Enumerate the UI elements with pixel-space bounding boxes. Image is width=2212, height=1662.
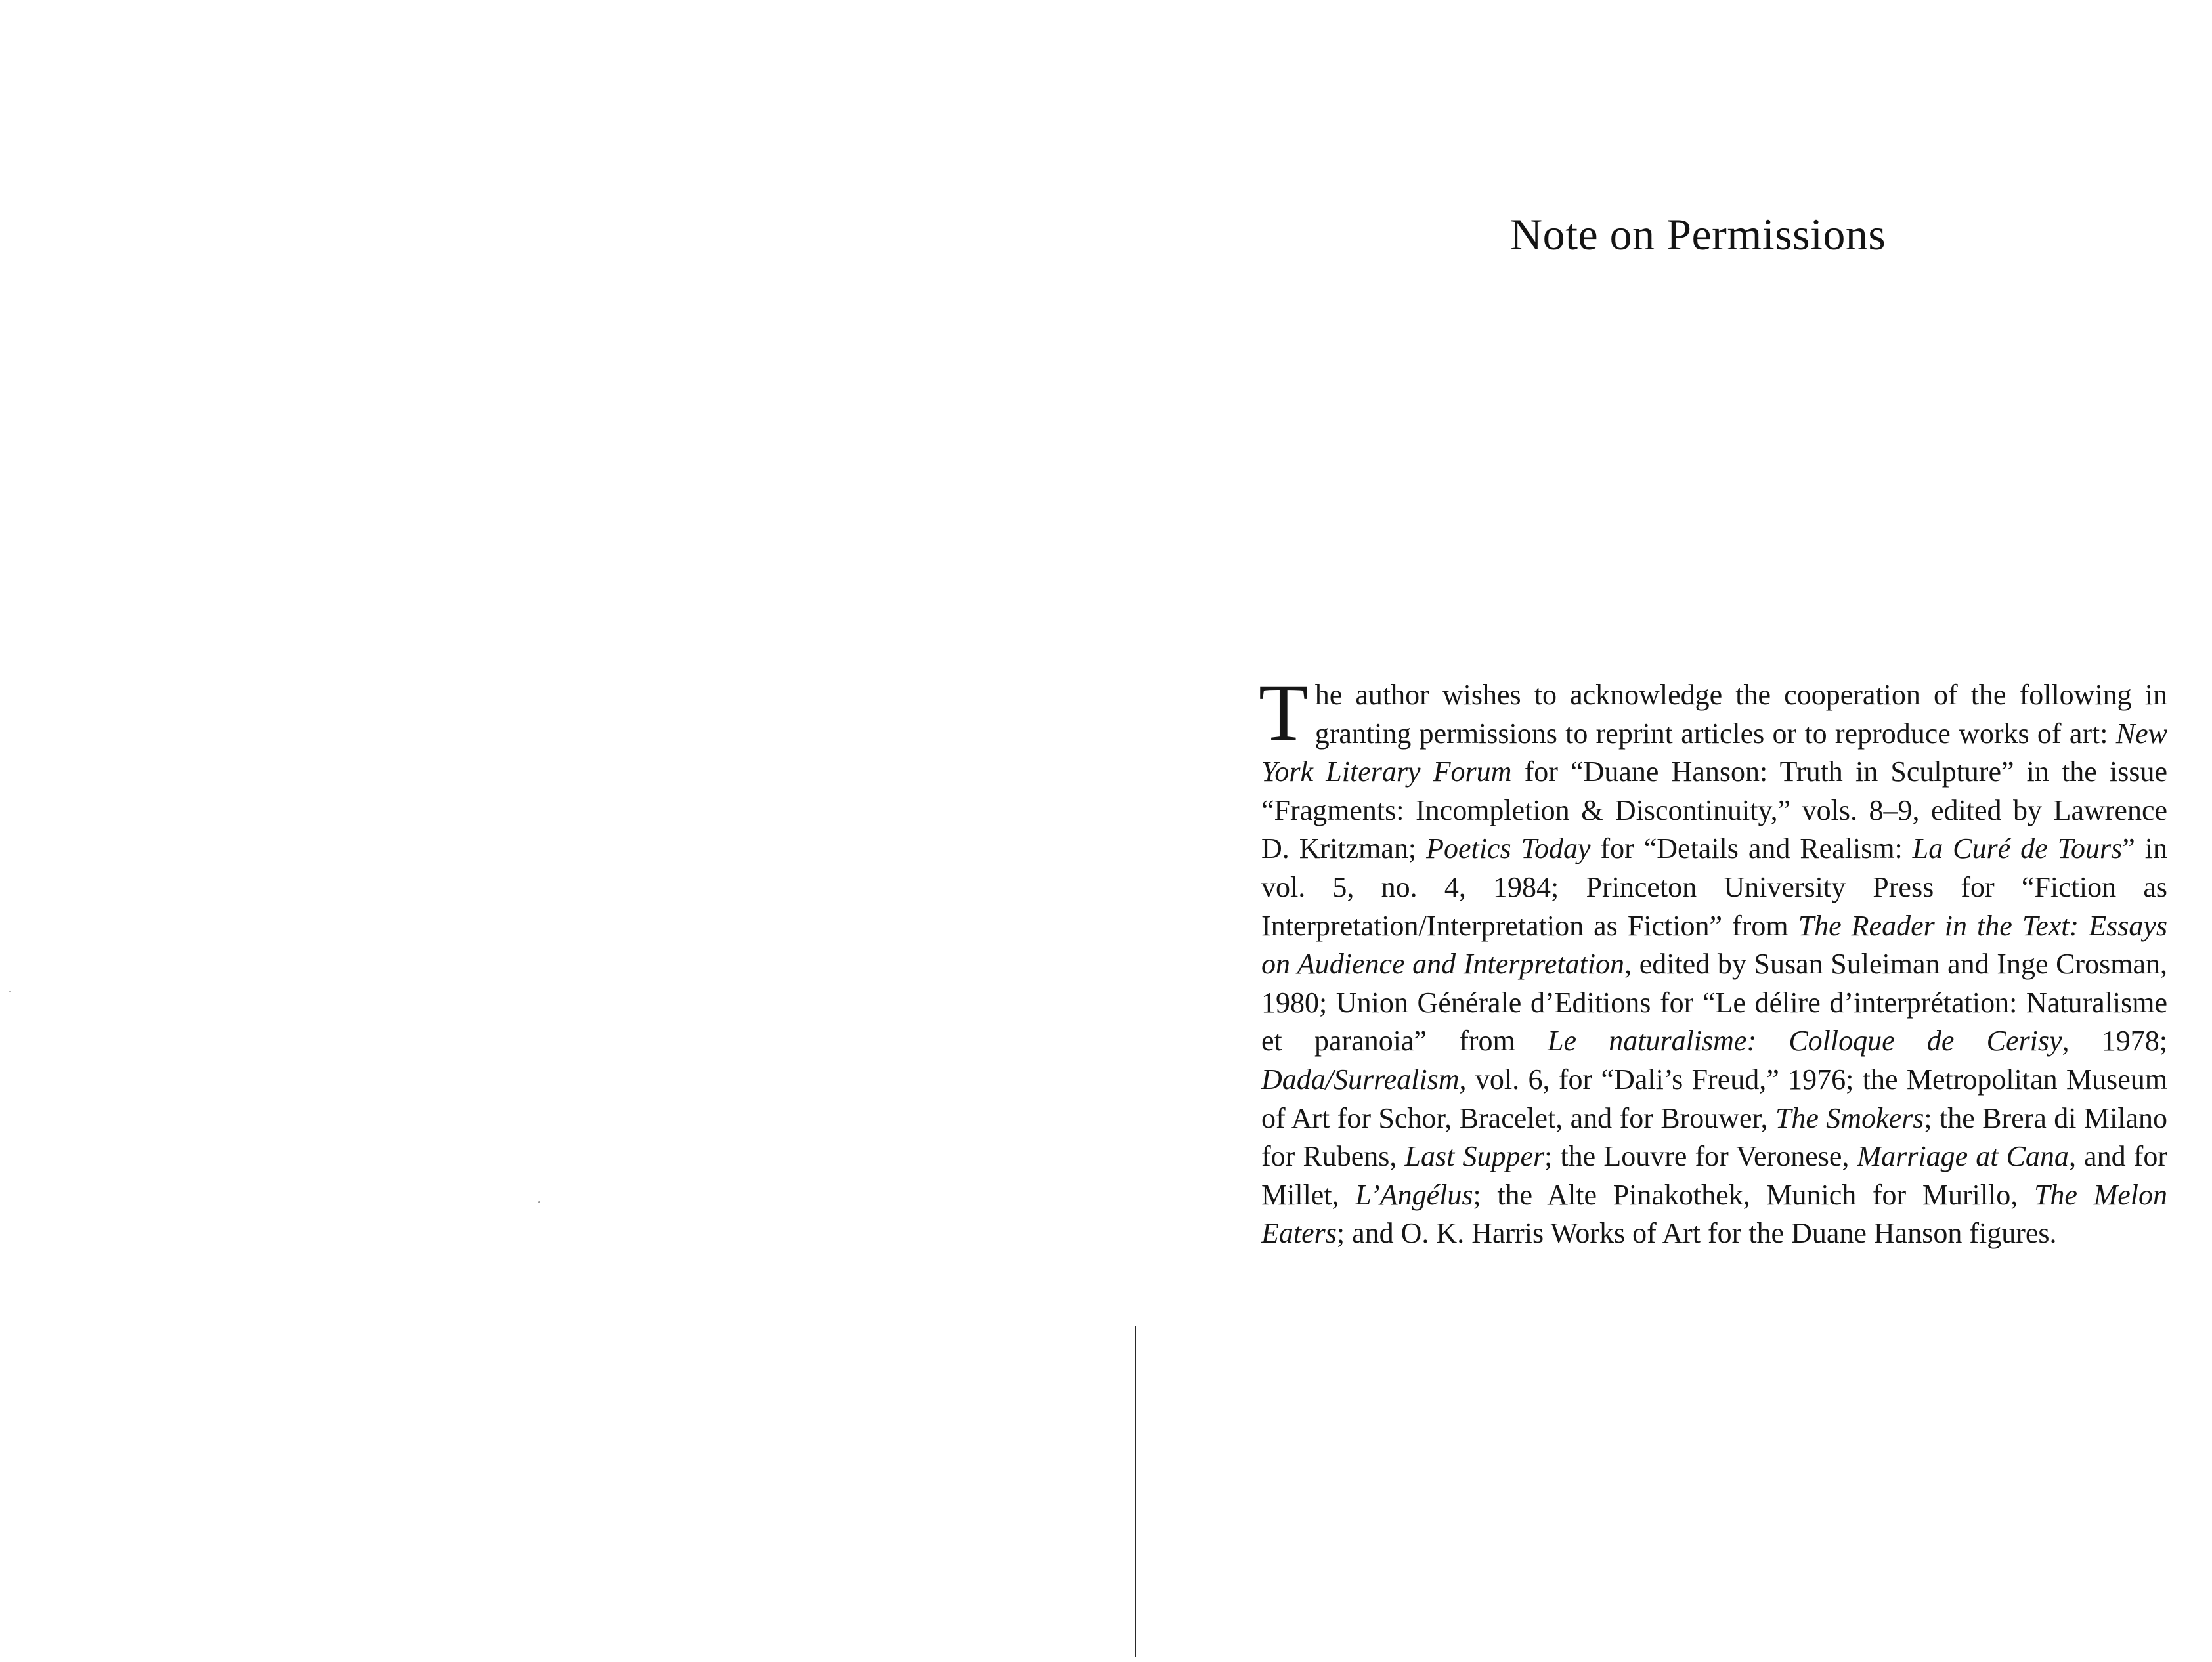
text-run: , edited by Susan Suleiman and Inge Crosman, 1980; Union Générale d’Editions for “Le délire d’interprétation: Naturalisme et paranoia” from <box>1261 948 2168 1057</box>
drop-cap: T <box>1259 668 1309 757</box>
permissions-paragraph <box>1259 668 2168 1253</box>
text-run: ” in vol. 5, no. 4, 1984; Princeton University Press for “Fiction as Interpretation/Interpretation as Fiction” from <box>1261 832 2168 942</box>
text-run: ; the Alte Pinakothek, Munich for Murillo, <box>1473 1178 2034 1211</box>
italic-title: New York Literary Forum <box>1261 717 2167 788</box>
italic-title: La Curé de Tours <box>1912 832 2123 865</box>
italic-title: The Smokers <box>1775 1101 1924 1134</box>
text-run: ; the Brera di Milano for Rubens, <box>1261 1101 2167 1173</box>
text-run: for “Details and Realism: <box>1590 832 1913 865</box>
text-run: , 1978; <box>2062 1025 2167 1057</box>
italic-title: Le naturalisme: Colloque de Cerisy <box>1547 1025 2062 1057</box>
paper-speck <box>9 991 11 992</box>
page-title: Note on Permissions <box>1510 209 1886 259</box>
italic-title: Last Supper <box>1404 1140 1545 1173</box>
italic-title: Dada/Surrealism <box>1261 1063 1460 1096</box>
text-run: , vol. 6, for “Dali’s Freud,” 1976; the Metropolitan Museum of Art for Schor, Bracelet, and for Brouwer, <box>1261 1063 2167 1134</box>
italic-title: Marriage at Cana <box>1857 1140 2069 1173</box>
italic-title: The Melon Eaters <box>1261 1178 2167 1250</box>
paper-speck <box>538 1201 540 1203</box>
text-run: , and for Millet, <box>1261 1140 2167 1211</box>
text-run: ; and O. K. Harris Works of Art for the Duane Hanson figures. <box>1336 1217 2057 1250</box>
text-run: ; the Louvre for Veronese, <box>1544 1140 1857 1173</box>
text-run: he author wishes to acknowledge the cooperation of the following in granting permissions to reprint articles or to reproduce works of art: <box>1314 679 2167 750</box>
italic-title: Poetics Today <box>1426 832 1591 865</box>
italic-title: L’Angélus <box>1355 1178 1473 1211</box>
italic-title: The Reader in the Text: Essays on Audience and Interpretation <box>1261 909 2167 981</box>
text-run: for “Duane Hanson: Truth in Sculpture” in the issue “Fragments: Incompletion & Discontinuity,” vols. 8–9, edited by Lawrence D. Kritzman; <box>1261 756 2167 865</box>
